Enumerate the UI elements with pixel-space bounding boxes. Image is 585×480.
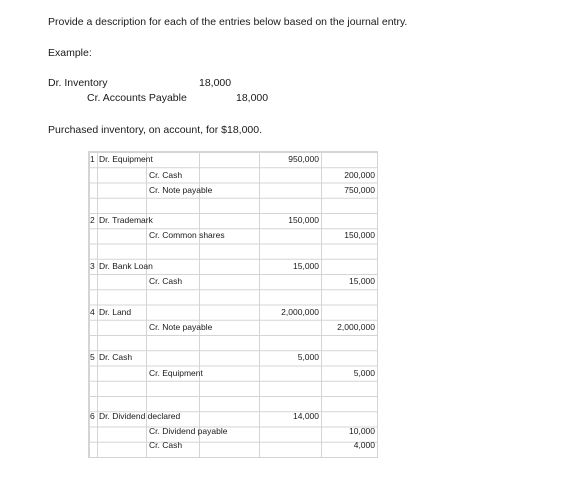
debit-account: Dr. Trademark (99, 215, 153, 225)
credit-account: Cr. Note payable (149, 185, 213, 195)
gridline-col-credit-amount (321, 152, 322, 457)
credit-account: Cr. Cash (149, 440, 183, 450)
credit-amount: 4,000 (353, 440, 375, 450)
instructions-text: Provide a description for each of the entries below based on the journal entry. (48, 16, 408, 28)
debit-amount: 150,000 (288, 215, 319, 225)
debit-account: Dr. Equipment (99, 154, 153, 164)
debit-amount: 2,000,000 (281, 307, 319, 317)
example-credit-account: Cr. Accounts Payable (87, 92, 187, 104)
example-debit-account: Dr. Inventory (48, 77, 108, 89)
debit-amount: 14,000 (293, 411, 319, 421)
debit-account: Dr. Land (99, 307, 132, 317)
example-debit-amount: 18,000 (199, 77, 232, 89)
entry-number: 1 (90, 154, 95, 164)
credit-amount: 200,000 (344, 170, 375, 180)
debit-amount: 15,000 (293, 261, 319, 271)
entry-number: 6 (90, 411, 95, 421)
credit-amount: 5,000 (353, 368, 375, 378)
credit-amount: 750,000 (344, 185, 375, 195)
entry-number: 4 (90, 307, 95, 317)
credit-account: Cr. Common shares (149, 230, 225, 240)
credit-account: Cr. Cash (149, 276, 183, 286)
credit-amount: 10,000 (349, 426, 375, 436)
debit-amount: 950,000 (288, 154, 319, 164)
journal-entries-sheet (88, 151, 378, 458)
debit-account: Dr. Dividend declared (99, 411, 181, 421)
example-credit-amount: 18,000 (236, 92, 269, 104)
credit-account: Cr. Note payable (149, 322, 213, 332)
credit-account: Cr. Equipment (149, 368, 203, 378)
debit-account: Dr. Cash (99, 352, 133, 362)
credit-amount: 15,000 (349, 276, 375, 286)
credit-account: Cr. Dividend payable (149, 426, 228, 436)
gridline-col-debit (259, 152, 260, 457)
example-heading: Example: (48, 47, 92, 59)
entry-number: 2 (90, 215, 95, 225)
debit-account: Dr. Bank Loan (99, 261, 153, 271)
gridline-col-number (97, 152, 98, 457)
gridline-col-mid (199, 152, 200, 457)
debit-amount: 5,000 (297, 352, 319, 362)
example-description: Purchased inventory, on account, for $18,000. (48, 124, 263, 136)
entry-number: 5 (90, 352, 95, 362)
credit-account: Cr. Cash (149, 170, 183, 180)
credit-amount: 2,000,000 (337, 322, 375, 332)
credit-amount: 150,000 (344, 230, 375, 240)
entry-number: 3 (90, 261, 95, 271)
